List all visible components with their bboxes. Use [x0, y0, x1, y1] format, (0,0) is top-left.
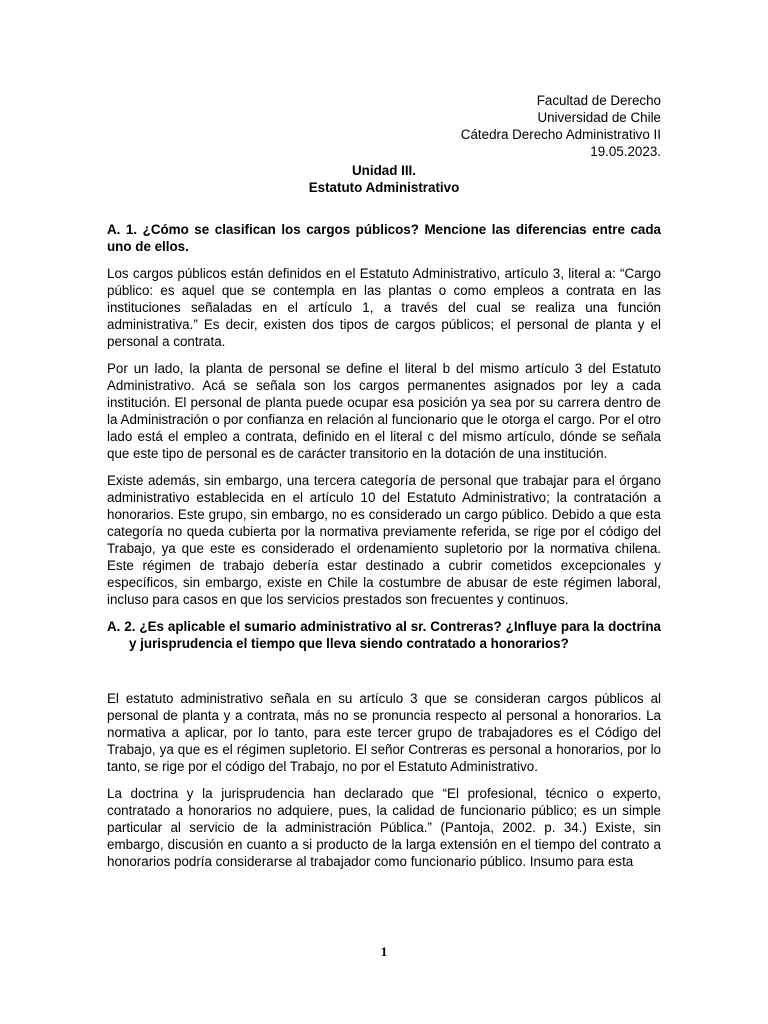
paragraph: El estatuto administrativo señala en su artículo 3 que se consideran cargos públicos al personal de planta y a contrata, más no se pronuncia respecto al personal a honorarios. La normativa a aplicar, por lo tanto, para este tercer grupo de trabajadores es el Código del Trabajo, ya que es el régimen supletorio. El señor Contreras es personal a honorarios, por lo tanto, se rige por el código del Trabajo, no por el Estatuto Administrativo.: [107, 691, 661, 774]
paragraph: Los cargos públicos están definidos en el Estatuto Administrativo, artículo 3, literal a: “Cargo público: es aquel que se contempla en las plantas o como empleos a contrata en las instituciones señaladas en el artículo 1, a través del cual se realiza una función administrativa.” Es decir, existen dos tipos de cargos públicos; el personal de planta y el personal a contrata.: [107, 266, 661, 349]
unit-heading: [107, 162, 661, 196]
paragraph: Por un lado, la planta de personal se define el literal b del mismo artículo 3 del Estatuto Administrativo. Acá se señala son los cargos permanentes asignados por ley a cada institución. El personal de planta puede ocupar esa posición ya sea por su carrera dentro de la Administración o por confianza en relación al funcionario que le otorga el cargo. Por el otro lado está el empleo a contrata, definido en el literal c del mismo artículo, dónde se señala que este tipo de personal es de carácter transitorio en la dotación de una institución.: [107, 361, 661, 461]
faculty-line: Facultad de Derecho: [536, 93, 661, 108]
paragraph: Existe además, sin embargo, una tercera categoría de personal que trabajar para el órgano administrativo establecida en el artículo 10 del Estatuto Administrativo; la contratación a honorarios. Este grupo, sin embargo, no es considerado un cargo público. Debido a que esta categoría no queda cubierta por la normativa previamente referida, se rige por el código del Trabajo, ya que este es considerado el ordenamiento supletorio por la normativa chilena. Este régimen de trabajo debería estar destinado a cubrir cometidos excepcionales y específicos, sin embargo, existe en Chile la costumbre de abusar de este régimen laboral, incluso para casos en que los servicios prestados son frecuentes y continuos.: [107, 473, 661, 607]
unit-subtitle: Estatuto Administrativo: [308, 180, 460, 195]
date-line: 19.05.2023.: [590, 144, 661, 159]
page-number: 1: [380, 944, 388, 959]
paragraph: La doctrina y la jurisprudencia han declarado que “El profesional, técnico o experto, contratado a honorarios no adquiere, pues, la calidad de funcionario público; es un simple particular al servicio de la administración Pública.” (Pantoja, 2002. p. 34.) Existe, sin embargo, discusión en cuanto a si producto de la larga extensión en el tiempo del contrato a honorarios podría considerarse al trabajador como funcionario público. Insumo para esta: [107, 786, 661, 869]
document-page: [107, 92, 661, 880]
header-block: [107, 92, 661, 160]
question-2-heading: A. 2. ¿Es aplicable el sumario administrativo al sr. Contreras? ¿Influye para la doctrina y jurisprudencia el tiempo que lleva siendo contratado a honorarios?: [107, 619, 661, 651]
unit-title: Unidad III.: [352, 163, 416, 178]
question-1-heading: A. 1. ¿Cómo se clasifican los cargos públicos? Mencione las diferencias entre cada uno de ellos.: [107, 222, 661, 254]
university-line: Universidad de Chile: [537, 110, 661, 125]
course-line: Cátedra Derecho Administrativo II: [460, 127, 661, 142]
